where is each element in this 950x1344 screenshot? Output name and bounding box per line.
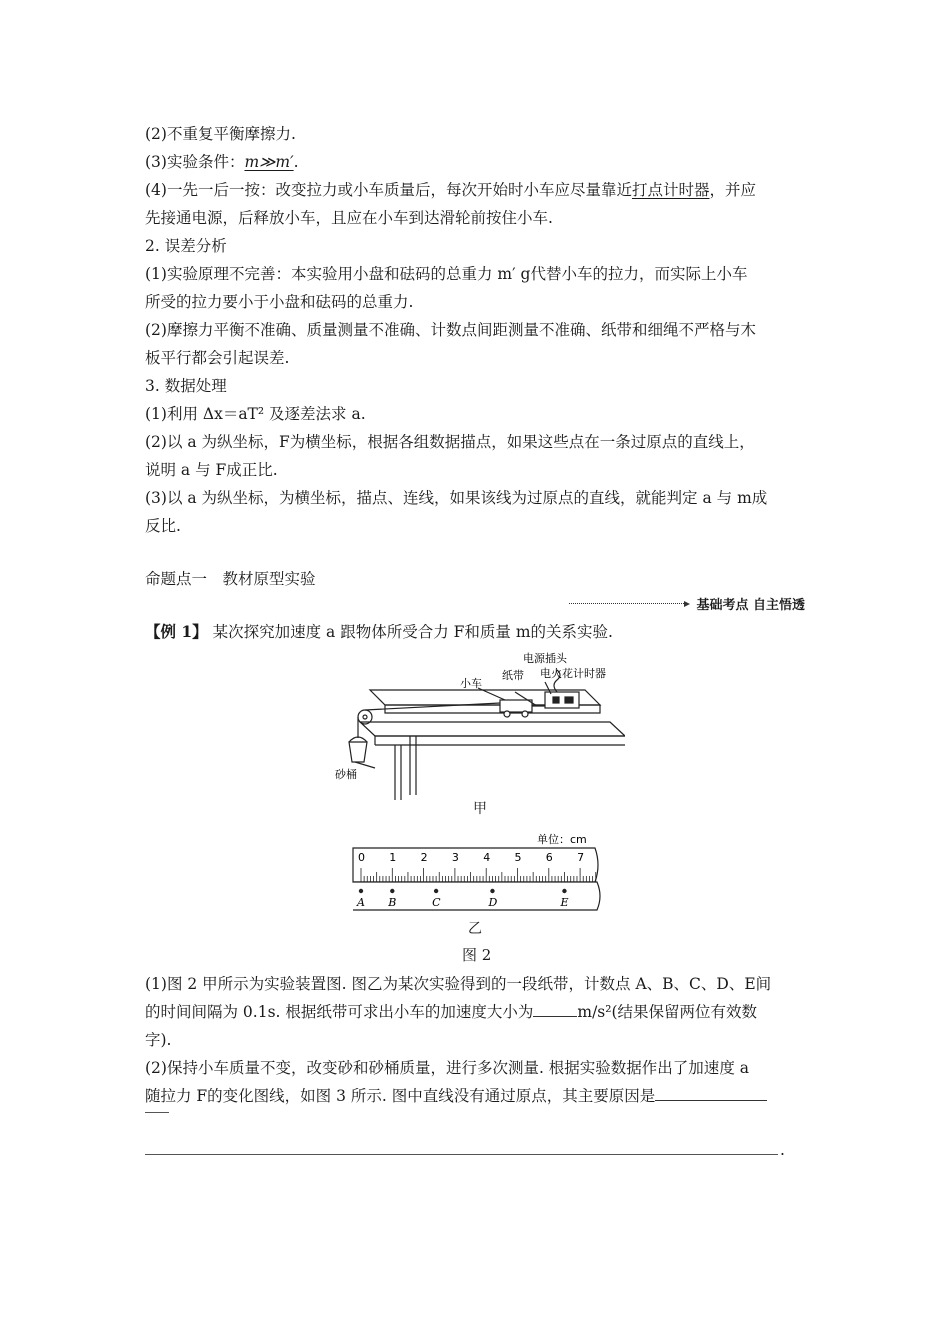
question-line: (1)图 2 甲所示为实验装置图. 图乙为某次实验得到的一段纸带，计数点 A、B、C、D、E间 [145, 975, 772, 993]
unit-label: 单位：cm [537, 833, 587, 846]
section-heading: 3. 数据处理 [145, 377, 227, 395]
text-line: (1)实验原理不完善：本实验用小盘和砝码的总重力 m′ g代替小车的拉力，而实际上小车 [145, 265, 748, 283]
text-line: (2)以 a 为纵坐标，F为横坐标，根据各组数据描点，如果这些点在一条过原点的直线上， [145, 433, 755, 451]
ruler-number: 7 [577, 851, 585, 864]
text-line: 反比. [145, 517, 181, 535]
example-line: 【例 1】 某次探究加速度 a 跟物体所受合力 F和质量 m的关系实验. [145, 622, 613, 641]
underlined-term: 打点计时器 [631, 181, 710, 199]
ruler-figure [345, 830, 610, 920]
question-line: 的时间间隔为 0.1s. 根据纸带可求出小车的加速度大小为 m/s²(结果保留两位有效数 [145, 1003, 758, 1021]
label-timer: 电火花计时器 [540, 667, 606, 680]
ruler-number: 0 [358, 851, 365, 864]
text-line: 说明 a 与 F成正比. [145, 461, 278, 479]
table-top [360, 722, 625, 736]
point-label: C [432, 896, 441, 909]
cart [500, 700, 532, 712]
answer-blank[interactable] [533, 1002, 577, 1017]
dotted-leader [569, 603, 684, 604]
caption-b: 乙 [468, 921, 482, 937]
answer-blank[interactable] [145, 1112, 169, 1113]
text-line: 先接通电源，后释放小车，且应在小车到达滑轮前按住小车. [145, 209, 553, 227]
ruler-number: 2 [420, 851, 428, 864]
text-line: (1)利用 Δx＝aT² 及逐差法求 a. [145, 405, 366, 423]
apparatus-figure [335, 650, 625, 820]
text-line: (3)实验条件：m≫m′. [145, 153, 299, 171]
ruler-number: 5 [514, 851, 522, 864]
ruler-number: 3 [451, 851, 459, 864]
point-label: A [357, 896, 365, 909]
question-line: (2)保持小车质量不变，改变砂和砂桶质量，进行多次测量. 根据实验数据作出了加速度 a [145, 1059, 749, 1077]
label-tape: 纸带 [502, 669, 524, 682]
bucket [349, 742, 367, 762]
text-line: (2)不重复平衡摩擦力. [145, 125, 296, 143]
example-label: 【例 1】 [145, 622, 208, 641]
tag-label: 基础考点 自主悟透 [696, 598, 805, 613]
point-label: D [488, 896, 498, 909]
figure-caption: 图 2 [462, 946, 492, 964]
text-line: (4)一先一后一按：改变拉力或小车质量后，每次开始时小车应尽量靠近打点计时器，并应 [145, 181, 756, 199]
question-line: 随拉力 F的变化图线，如图 3 所示. 图中直线没有通过原点，其主要原因是 [145, 1086, 767, 1106]
spark-timer [545, 692, 579, 708]
label-plug: 电源插头 [523, 652, 567, 665]
section-title: 命题点一 教材原型实验 [145, 570, 316, 588]
question-line: 字). [145, 1031, 172, 1049]
tape-dot [490, 889, 494, 893]
section-heading: 2. 误差分析 [145, 237, 227, 255]
tape-dot [359, 889, 363, 893]
caption-a: 甲 [473, 801, 487, 817]
arrow-icon [684, 601, 690, 607]
point-label: B [388, 896, 397, 909]
end-period: . [780, 1141, 785, 1159]
ruler-number: 1 [389, 851, 397, 864]
tape-dot [562, 889, 566, 893]
label-car: 小车 [460, 677, 482, 690]
point-label: E [560, 896, 569, 909]
condition-formula: m≫m′ [244, 153, 294, 171]
tape-dot [390, 889, 394, 893]
ruler-number: 6 [545, 851, 553, 864]
text-line: (3)以 a 为纵坐标，为横坐标，描点、连线，如果该线为过原点的直线，就能判定 a 与 m成 [145, 489, 768, 507]
answer-blank[interactable] [655, 1086, 767, 1101]
text-line: 板平行都会引起误差. [145, 349, 290, 367]
text-line: 所受的拉力要小于小盘和砝码的总重力. [145, 293, 414, 311]
tape-dot [434, 889, 438, 893]
topic-tag [569, 594, 805, 613]
ruler-number: 4 [483, 851, 491, 864]
answer-blank[interactable] [145, 1154, 778, 1155]
text-line: (2)摩擦力平衡不准确、质量测量不准确、计数点间距测量不准确、纸带和细绳不严格与木 [145, 321, 756, 339]
label-bucket: 砂桶 [335, 768, 357, 781]
